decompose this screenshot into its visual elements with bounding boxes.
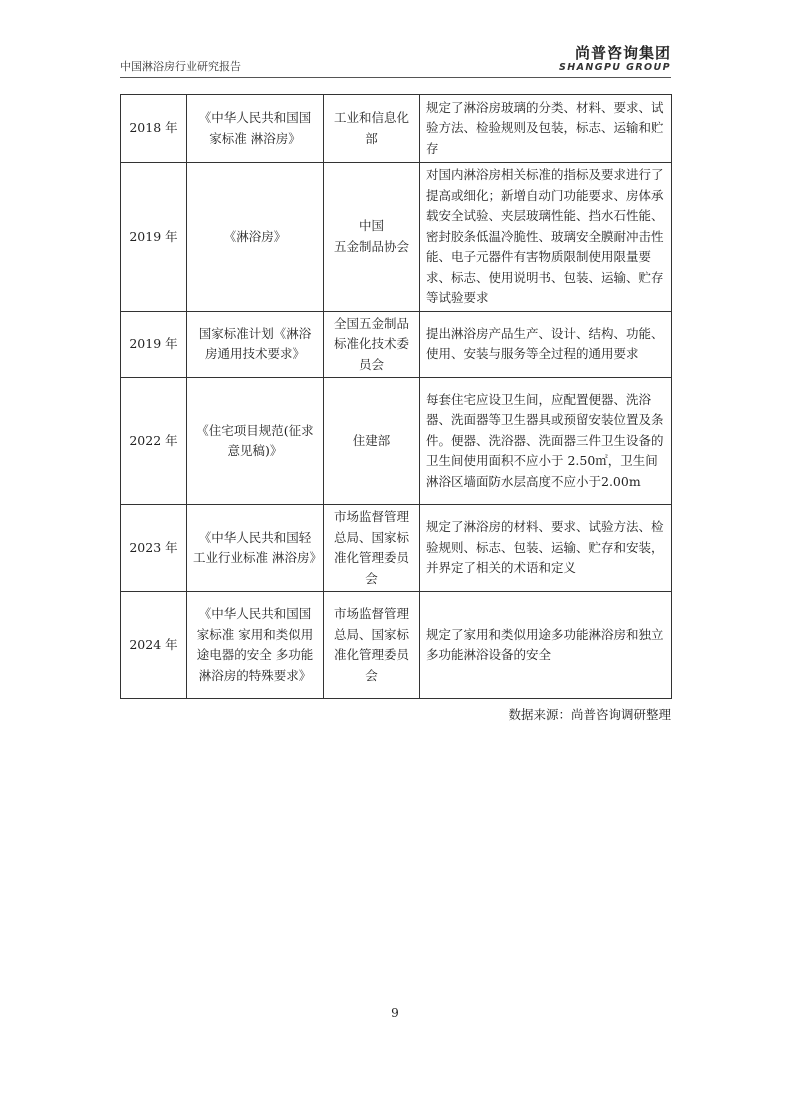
year-cell: 2023 年: [121, 505, 187, 592]
issuer-cell: 全国五金制品标准化技术委员会: [324, 311, 420, 378]
issuer-cell: 住建部: [324, 378, 420, 505]
issuer-cell: 中国 五金制品协会: [324, 163, 420, 312]
page-number: 9: [391, 1006, 399, 1020]
logo-chinese-text: 尚普咨询集团: [574, 44, 671, 62]
standard-name-cell: 《中华人民共和国国家标准 家用和类似用途电器的安全 多功能淋浴房的特殊要求》: [187, 592, 324, 699]
standard-name-cell: 国家标准计划《淋浴房通用技术要求》: [187, 311, 324, 378]
year-cell: 2019 年: [121, 311, 187, 378]
table-row: [121, 592, 672, 699]
logo-english-text: SHANGPU GROUP: [559, 62, 671, 73]
description-cell: 提出淋浴房产品生产、设计、结构、功能、使用、安装与服务等全过程的通用要求: [420, 311, 672, 378]
description-cell: 对国内淋浴房相关标准的指标及要求进行了提高或细化；新增自动门功能要求、房体承载安全试验、夹层玻璃性能、挡水石性能、密封胶条低温冷脆性、玻璃安全膜耐冲击性能、电子元器件有害物质限制使用限量要求、标志、使用说明书、包装、运输、贮存等试验要求: [420, 163, 672, 312]
description-cell: 规定了淋浴房的材料、要求、试验方法、检验规则、标志、包装、运输、贮存和安装，并界定了相关的术语和定义: [420, 505, 672, 592]
header-divider: [120, 77, 671, 78]
year-cell: 2019 年: [121, 163, 187, 312]
issuer-cell: 市场监督管理总局、国家标准化管理委员会: [324, 592, 420, 699]
standard-name-cell: 《淋浴房》: [187, 163, 324, 312]
company-logo: [559, 44, 671, 73]
description-cell: 规定了家用和类似用途多功能淋浴房和独立多功能淋浴设备的安全: [420, 592, 672, 699]
standards-table: [120, 94, 672, 699]
page-header: [120, 44, 671, 76]
year-cell: 2018 年: [121, 95, 187, 163]
standard-name-cell: 《中华人民共和国国家标准 淋浴房》: [187, 95, 324, 163]
table-row: [121, 311, 672, 378]
data-source-note: 数据来源：尚普咨询调研整理: [508, 707, 671, 722]
issuer-cell: 工业和信息化部: [324, 95, 420, 163]
standard-name-cell: 《住宅项目规范(征求意见稿)》: [187, 378, 324, 505]
year-cell: 2022 年: [121, 378, 187, 505]
table-row: [121, 505, 672, 592]
table-row: [121, 163, 672, 312]
year-cell: 2024 年: [121, 592, 187, 699]
description-cell: 规定了淋浴房玻璃的分类、材料、要求、试验方法、检验规则及包装，标志、运输和贮存: [420, 95, 672, 163]
table-row: [121, 378, 672, 505]
description-cell: 每套住宅应设卫生间，应配置便器、洗浴器、洗面器等卫生器具或预留安装位置及条件。便器、洗浴器、洗面器三件卫生设备的卫生间使用面积不应小于 2.50㎡，卫生间淋浴区墙面防水层高度不应小于2.00m: [420, 378, 672, 505]
issuer-cell: 市场监督管理总局、国家标准化管理委员会: [324, 505, 420, 592]
table-row: [121, 95, 672, 163]
standard-name-cell: 《中华人民共和国轻工业行业标准 淋浴房》: [187, 505, 324, 592]
report-title: 中国淋浴房行业研究报告: [120, 60, 241, 73]
